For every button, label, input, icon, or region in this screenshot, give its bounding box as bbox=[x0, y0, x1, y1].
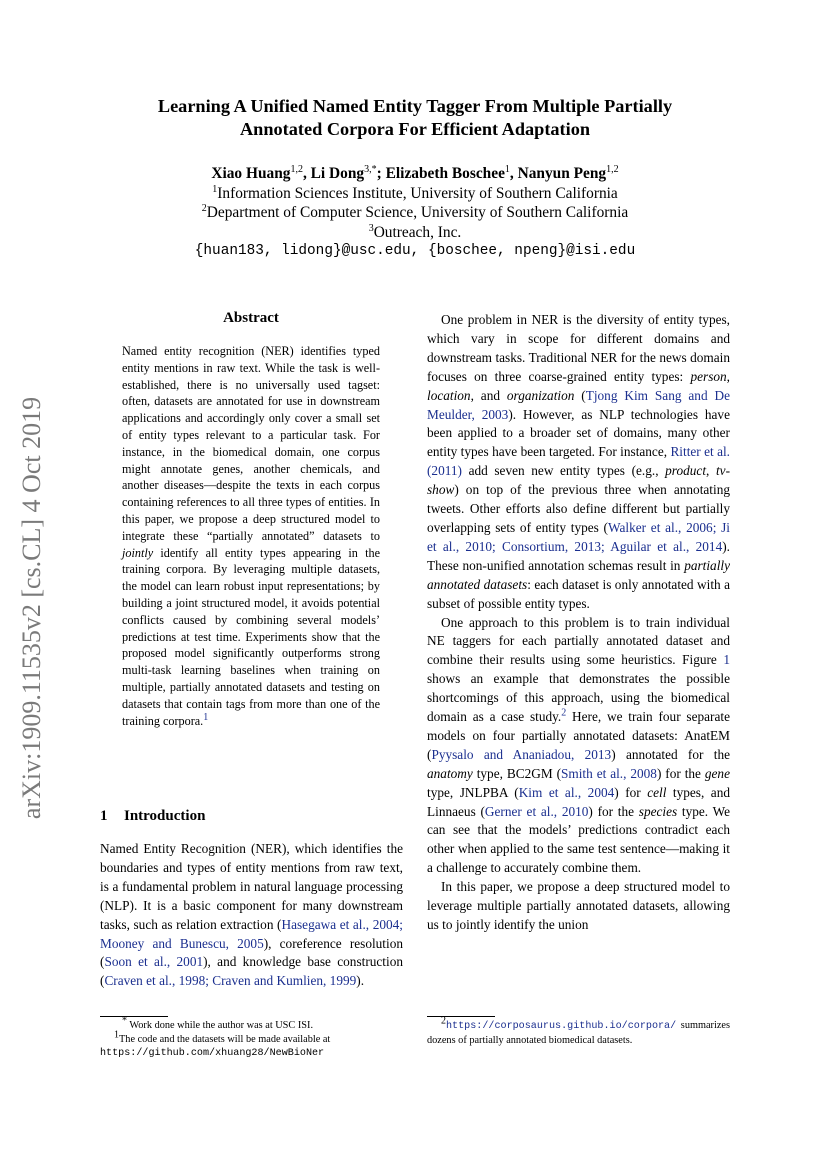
body-text: , bbox=[726, 368, 730, 384]
affil-text: Information Sciences Institute, University of Southern California bbox=[217, 184, 618, 202]
author-name: Li Dong bbox=[310, 165, 365, 182]
affiliation bbox=[90, 184, 740, 204]
citation-link[interactable]: Walker et al., 2006; Ji et al., 2010; Consortium, 2013; Aguilar et al., 2014 bbox=[427, 519, 730, 554]
emphasis: anatomy bbox=[427, 765, 473, 781]
footnote-text: summarizes dozens of partially annotated biomedical datasets. bbox=[427, 1020, 730, 1046]
body-text: ). These non-unified annotation schemas result in bbox=[427, 538, 730, 573]
body-text: , and bbox=[470, 387, 507, 403]
paragraph: In this paper, we propose a deep structured model to leverage multiple partially annotated datasets, allowing us to jointly identify the union bbox=[427, 879, 730, 932]
emphasis: species bbox=[638, 803, 678, 819]
right-column-body bbox=[427, 311, 730, 935]
section-number: 1 bbox=[100, 808, 108, 824]
abstract-text: identify all entity types appearing in the training corpora. By leveraging multiple datasets, the model can learn robust input representations; by building a joint structured model, it avoids potential conflicts caused by combining several models’ predictions at test time. Experiments show that the proposed model significantly outperforms strong multi-task learning baselines when training on multiple, partially annotated datasets and testing on datasets that contain tags from more than one of the training corpora. bbox=[122, 545, 380, 728]
emphasis: gene bbox=[704, 765, 730, 781]
body-text: ) annotated for the bbox=[611, 746, 730, 762]
author-name: Nanyun Peng bbox=[517, 165, 607, 182]
author-separator: ; bbox=[376, 165, 386, 182]
author-emails: {huan183, lidong}@usc.edu, {boschee, npeng}@isi.edu bbox=[194, 243, 636, 260]
author-affil-mark: 1,2 bbox=[290, 163, 303, 175]
body-text: type, JNLPBA ( bbox=[427, 784, 519, 800]
body-text: ) for the bbox=[588, 803, 639, 819]
body-text: ) for the bbox=[656, 765, 705, 781]
arxiv-id: arXiv:1909.11535v2 [cs.CL] 4 Oct 2019 bbox=[17, 396, 46, 820]
figure-link[interactable]: 1 bbox=[723, 652, 730, 668]
author-separator: , bbox=[509, 165, 518, 182]
body-text: ). bbox=[356, 973, 365, 989]
affiliation bbox=[90, 203, 740, 223]
affiliation bbox=[90, 223, 740, 243]
abstract-body bbox=[122, 343, 380, 729]
body-text: ), and knowledge base construction ( bbox=[100, 954, 403, 989]
footnote bbox=[427, 1015, 730, 1048]
body-text: ), coreference resolution ( bbox=[100, 935, 403, 970]
body-text: : each dataset is only annotated with a subset of possible entity types. bbox=[427, 576, 730, 611]
body-text: shows an example that demonstrates the possible shortcomings of this approach, using the biomedical domain as a case study. bbox=[427, 671, 730, 725]
affil-text: Department of Computer Science, University of Southern California bbox=[206, 204, 629, 222]
footnotes-left bbox=[100, 1015, 403, 1061]
body-text: Named Entity Recognition (NER), which identifies the boundaries and types of entity mentions from raw text, is a fundamental problem in natural language processing (NLP). It is a basic component for many downstream tasks, such as relation extraction ( bbox=[100, 841, 403, 932]
emphasis: location bbox=[427, 387, 471, 403]
footnote-text: The code and the datasets will be made available at bbox=[119, 1034, 331, 1045]
author-separator: , bbox=[302, 165, 311, 182]
footnote-url[interactable]: https://corposaurus.github.io/corpora/ bbox=[446, 1021, 677, 1032]
author-affil-mark: 1,2 bbox=[606, 163, 619, 175]
body-text: ) for bbox=[614, 784, 648, 800]
body-text: types, and Linnaeus ( bbox=[427, 784, 730, 819]
affil-mark: 1 bbox=[212, 183, 218, 195]
body-text: One approach to this problem is to train individual NE taggers for each partially annotated dataset and combine their results using some heuristics. Figure bbox=[427, 614, 730, 668]
introduction-body bbox=[100, 840, 403, 991]
footnote-link[interactable]: 1 bbox=[203, 711, 209, 723]
author-names bbox=[90, 164, 740, 184]
body-text: Here, we train four separate models on four partially annotated datasets: AnatEM ( bbox=[427, 709, 730, 762]
body-text: , bbox=[706, 463, 716, 479]
citation-link[interactable]: Tjong Kim Sang and De Meulder, 2003 bbox=[427, 387, 730, 422]
paragraph bbox=[427, 614, 730, 879]
footnotes-right bbox=[427, 1015, 730, 1048]
footnote-link[interactable]: 2 bbox=[561, 707, 567, 719]
footnote-url[interactable]: https://github.com/xhuang28/NewBioNer bbox=[100, 1048, 325, 1059]
citation-link[interactable]: Soon et al., 2001 bbox=[104, 954, 204, 970]
paragraph bbox=[427, 311, 730, 614]
footnote-rule bbox=[427, 1016, 495, 1017]
title-line-2: Annotated Corpora For Efficient Adaptation bbox=[239, 119, 591, 139]
section-title: Introduction bbox=[124, 808, 206, 824]
emphasis: organization bbox=[506, 387, 575, 403]
footnote-text: Work done while the author was at USC ISI. bbox=[129, 1020, 314, 1031]
body-text: add seven new entity types (e.g., bbox=[461, 463, 666, 479]
body-text: type, BC2GM ( bbox=[472, 765, 561, 781]
arxiv-sidebar bbox=[14, 374, 50, 842]
body-text: ( bbox=[574, 387, 586, 403]
author-block bbox=[90, 164, 740, 262]
author-name: Xiao Huang bbox=[211, 165, 291, 182]
citation-link[interactable]: Gerner et al., 2010 bbox=[484, 803, 589, 819]
citation-link[interactable]: Ritter et al. (2011) bbox=[427, 444, 730, 479]
emphasis: product bbox=[665, 463, 707, 479]
footnote bbox=[100, 1029, 403, 1047]
footnote-mark: 1 bbox=[114, 1029, 119, 1041]
abstract-text: Named entity recognition (NER) identifies typed entity mentions in raw text. While the task is well-established, there is no universally used tagset: often, datasets are annotated for use in downstream applications and accordingly only cover a small set of entity types relevant to a particular task. For instance, in the biomedical domain, one corpus might annotate genes, another chemicals, and another diseases—despite the texts in each corpus containing references to all three types of entities. In this paper, we propose a deep structured model to integrate these “partially annotated” datasets to bbox=[122, 344, 380, 543]
emphasis: cell bbox=[647, 784, 667, 800]
abstract-heading: Abstract bbox=[223, 310, 279, 326]
body-text: ) on top of the previous three when annotating tweets. Other efforts also define different but partially overlapping sets of entity types ( bbox=[427, 482, 730, 535]
body-text: type. We can see that the models’ predictions contradict each other when applied to the same test sentence—making it a challenge to accurately combine them. bbox=[427, 803, 730, 876]
citation-link[interactable]: Craven et al., 1998; Craven and Kumlien, 1999 bbox=[104, 973, 357, 989]
emphasis: tv-show bbox=[427, 463, 730, 498]
affil-mark: 3 bbox=[368, 222, 374, 234]
abstract-emphasis: jointly bbox=[122, 545, 154, 560]
author-affil-mark: 3,* bbox=[364, 163, 377, 175]
affil-mark: 2 bbox=[201, 203, 207, 215]
citation-link[interactable]: Smith et al., 2008 bbox=[561, 765, 657, 781]
citation-link[interactable]: Hasegawa et al., 2004; Mooney and Bunescu, 2005 bbox=[100, 916, 403, 951]
emphasis: partially annotated datasets bbox=[427, 557, 730, 592]
emphasis: person bbox=[690, 368, 727, 384]
footnote-mark: 2 bbox=[441, 1015, 446, 1027]
paper-title bbox=[90, 95, 740, 141]
footnote bbox=[100, 1015, 403, 1033]
title-line-1: Learning A Unified Named Entity Tagger From Multiple Partially bbox=[157, 96, 673, 116]
body-text: One problem in NER is the diversity of entity types, which vary in scope for different domains and downstream tasks. Traditional NER for the news domain focuses on three coarse-grained entity types: bbox=[427, 312, 730, 384]
author-name: Elizabeth Boschee bbox=[385, 165, 505, 182]
citation-link[interactable]: Kim et al., 2004 bbox=[518, 784, 615, 800]
section-heading-introduction bbox=[100, 808, 205, 825]
affil-text: Outreach, Inc. bbox=[373, 223, 462, 241]
citation-link[interactable]: Pyysalo and Ananiadou, 2013 bbox=[431, 746, 612, 762]
author-affil-mark: 1 bbox=[504, 163, 510, 175]
footnote-rule bbox=[100, 1016, 168, 1017]
footnote-mark: * bbox=[122, 1015, 127, 1027]
body-text: ). However, as NLP technologies have been applied to a broader set of domains, many other entity types have been targeted. For instance, bbox=[427, 406, 730, 460]
